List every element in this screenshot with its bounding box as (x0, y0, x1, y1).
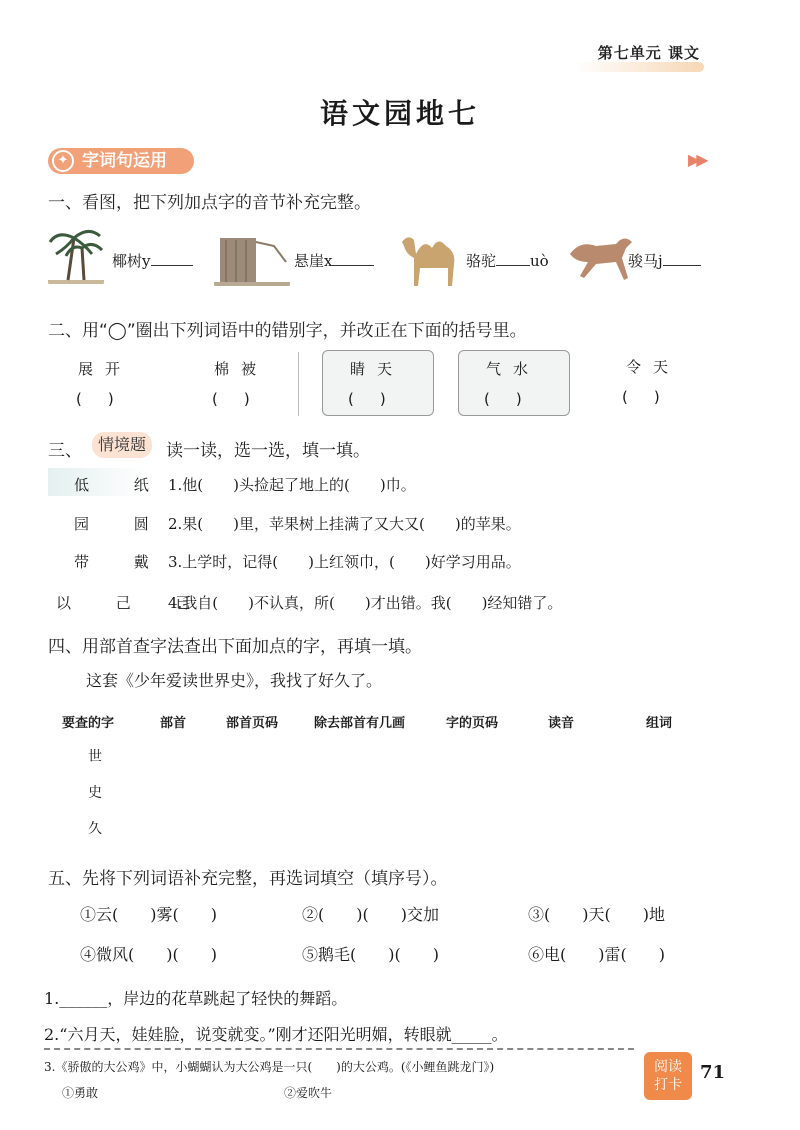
q4-heading: 四、用部首查字法查出下面加点的字，再填一填。 (48, 637, 422, 657)
answer-paren-4[interactable]: () (484, 390, 548, 408)
answer-paren-1[interactable]: () (76, 390, 140, 408)
camel-image (396, 228, 462, 290)
col-header-pronunciation: 读音 (548, 716, 575, 731)
q1-item-4: 骏马j (628, 250, 701, 271)
char-options-4: 以 己 已 (56, 594, 211, 612)
lookup-char-2: 史 (88, 785, 102, 801)
lookup-char-1: 世 (88, 749, 102, 765)
idiom-5: ⑤鹅毛( )( ) (302, 945, 439, 964)
lightbulb-icon: ✦ (52, 150, 74, 172)
char-options-3: 带 戴 (74, 553, 169, 571)
header-underline (574, 62, 704, 72)
answer-blank[interactable] (151, 265, 193, 266)
idiom-3: ③( )天( )地 (528, 905, 665, 924)
idiom-2: ②( )( )交加 (302, 905, 439, 924)
answer-paren-5[interactable]: () (622, 388, 686, 406)
char-options-2: 园 圆 (74, 515, 169, 533)
col-header-word: 组词 (646, 716, 673, 731)
q2-heading: 二、用“◯”圈出下列词语中的错别字，并改正在下面的括号里。 (48, 321, 527, 341)
sentence-4: 4.我自( )不认真，所( )才出错。我( )经知错了。 (168, 594, 563, 612)
footer-option-1: ①勇敢 (62, 1086, 99, 1100)
footer-divider (44, 1048, 634, 1050)
q1-heading: 一、看图，把下列加点字的音节补充完整。 (48, 193, 371, 213)
q3-heading: 读一读，选一选，填一填。 (166, 441, 370, 461)
sentence-1: 1.他( )头捡起了地上的( )巾。 (168, 476, 416, 494)
q1-item-3: 骆驼 uò (466, 252, 549, 270)
page-title: 语文园地七 (319, 97, 480, 130)
q5-heading: 五、先将下列词语补充完整，再选词填空（填序号）。 (48, 869, 448, 889)
sentence-2: 2.果( )里，苹果树上挂满了又大又( )的苹果。 (168, 515, 521, 533)
reading-checkin-badge[interactable]: 阅读 打卡 (644, 1052, 692, 1100)
fill-sentence-2: 2.“六月天，娃娃脸，说变就变。”刚才还阳光明媚，转眼就_____。 (44, 1025, 508, 1044)
footer-question: 3.《骄傲的大公鸡》中，小蝴蝴认为大公鸡是一只( )的大公鸡。(《小鲤鱼跳龙门》) (44, 1060, 495, 1074)
q1-item-2: 悬崖x (294, 250, 374, 271)
answer-paren-2[interactable]: () (212, 390, 276, 408)
horse-image (562, 232, 638, 284)
divider (298, 352, 299, 416)
answer-blank[interactable] (332, 265, 374, 266)
footer-option-2: ②爱吹牛 (284, 1086, 333, 1100)
col-header-char: 要查的字 (62, 716, 115, 731)
char-options-1: 低 纸 (74, 476, 169, 494)
lookup-char-3: 久 (88, 821, 102, 837)
sentence-3: 3.上学时，记得( )上红领巾，( )好学习用品。 (168, 553, 521, 571)
q3-heading-prefix: 三、 (48, 441, 82, 461)
page-number: 71 (700, 1062, 726, 1083)
answer-paren-3[interactable]: () (348, 390, 412, 408)
col-header-radical: 部首 (160, 716, 187, 731)
fill-sentence-1: 1.______，岸边的花草跳起了轻快的舞蹈。 (44, 989, 348, 1008)
word-3: 睛天 (350, 360, 405, 378)
q4-sentence: 这套《少年爱读世界史》，我找了好久了。 (86, 671, 383, 690)
situation-tag: 情境题 (92, 432, 152, 458)
answer-blank[interactable] (663, 265, 701, 266)
word-1: 展开 (78, 360, 133, 378)
idiom-6: ⑥电( )雷( ) (528, 945, 665, 964)
cliff-image (214, 232, 290, 288)
col-header-radical-page: 部首页码 (226, 716, 279, 731)
col-header-strokes: 除去部首有几画 (314, 716, 406, 731)
word-4: 气水 (486, 360, 541, 378)
unit-tag: 第七单元 课文 (597, 44, 700, 62)
word-2: 棉被 (214, 360, 269, 378)
palm-tree-image (48, 224, 104, 286)
idiom-4: ④微风( )( ) (80, 945, 217, 964)
idiom-1: ①云( )雾( ) (80, 905, 217, 924)
double-arrow-icon: ▶▶ (688, 150, 705, 169)
section-badge: 字词句运用 (48, 148, 194, 174)
answer-blank[interactable] (496, 265, 530, 266)
col-header-char-page: 字的页码 (446, 716, 499, 731)
word-5: 令天 (626, 358, 681, 376)
q1-item-1: 椰树y (112, 250, 193, 271)
